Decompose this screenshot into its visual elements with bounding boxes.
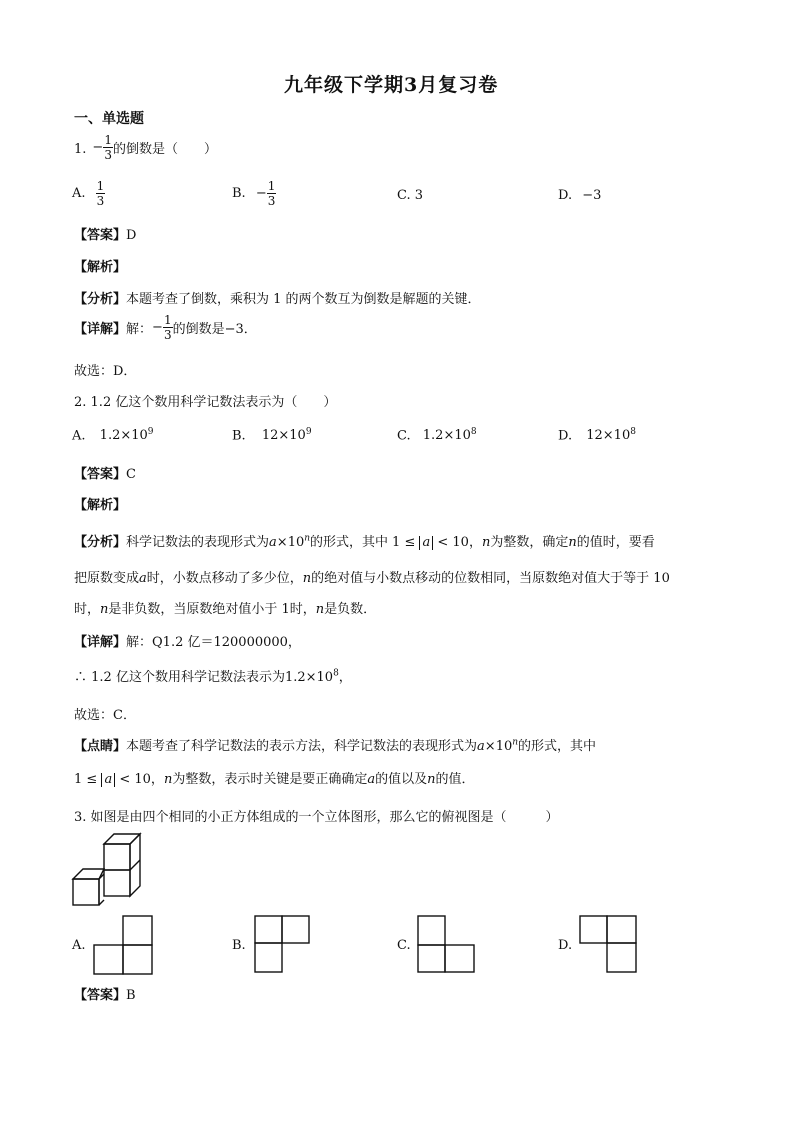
solid-figure xyxy=(70,832,148,910)
question-1: 1. − $\frac{1}{3}$ 的倒数是（ ） xyxy=(74,133,217,162)
option-a[interactable]: A. $1.2\times 10^9$ xyxy=(72,427,154,444)
option-a[interactable]: A. $\frac{1}{3}$ xyxy=(72,179,105,208)
option-a[interactable]: A. xyxy=(72,938,86,953)
option-d-figure[interactable] xyxy=(578,914,640,976)
remark-text: 【点睛】本题考查了科学记数法的表示方法，科学记数法的表现形式为$a\times 10^n$的形式，其中 xyxy=(74,737,597,754)
question-3: 3. 如图是由四个相同的小正方体组成的一个立体图形，那么它的俯视图是（ ） xyxy=(74,810,559,825)
option-b[interactable]: B. $12\times 10^9$ xyxy=(232,427,312,444)
analysis-text: 把原数变成a时，小数点移动了多少位，n的绝对值与小数点移动的位数相同，当原数绝对值大于等于 10 xyxy=(74,571,670,586)
therefore-line: ∴ 1.2 亿这个数用科学记数法表示为$1.2\times 10^8$， xyxy=(74,668,352,685)
detail-text: 【详解】解：Q1.2 亿＝120000000， xyxy=(74,635,301,650)
page-title: 九年级下学期3月复习卷 xyxy=(284,74,499,96)
answer-line: 【答案】D xyxy=(74,228,137,243)
analysis-text: 【分析】本题考查了倒数，乘积为 1 的两个数互为倒数是解题的关键． xyxy=(74,292,481,307)
choice-line: 故选：D． xyxy=(74,364,137,379)
answer-line: 【答案】B xyxy=(74,988,136,1003)
option-b-figure[interactable] xyxy=(253,914,311,976)
choice-line: 故选：C． xyxy=(74,708,136,723)
question-text: 的倒数是（ ） xyxy=(112,142,217,157)
answer-line: 【答案】C xyxy=(74,467,136,482)
detail-text: 【详解】解：− $\frac{1}{3}$ 的倒数是−3． xyxy=(74,313,257,342)
fraction: $\frac{1}{3}$ xyxy=(104,133,112,162)
option-d[interactable]: D. −3 xyxy=(558,188,602,203)
option-c[interactable]: C. $1.2\times 10^8$ xyxy=(397,427,477,444)
remark-text: 1 ≤ a < 10，n为整数，表示时关键是要正确确定a的值以及n的值． xyxy=(74,772,475,787)
option-a-figure[interactable] xyxy=(92,914,154,976)
analysis-heading: 【解析】 xyxy=(74,498,127,513)
analysis-text: 【分析】科学记数法的表现形式为$a\times 10^n$的形式，其中 1 ≤ a < 10，n为整数，确定n的值时，要看 xyxy=(74,533,655,550)
option-d[interactable]: D. xyxy=(558,938,573,953)
option-b[interactable]: B. xyxy=(232,938,246,953)
section-heading: 一、单选题 xyxy=(74,111,144,127)
option-d[interactable]: D. $12\times 10^8$ xyxy=(558,427,636,444)
analysis-heading: 【解析】 xyxy=(74,260,127,275)
question-2: 2. 1.2 亿这个数用科学记数法表示为（ ） xyxy=(74,395,337,410)
option-c[interactable]: C. 3 xyxy=(397,188,424,203)
option-c[interactable]: C. xyxy=(397,938,411,953)
analysis-text: 时，n是非负数，当原数绝对值小于 1时，n是负数． xyxy=(74,602,377,617)
question-number: 1. xyxy=(74,142,87,157)
option-c-figure[interactable] xyxy=(416,914,478,976)
option-b[interactable]: B. − $\frac{1}{3}$ xyxy=(232,179,276,208)
